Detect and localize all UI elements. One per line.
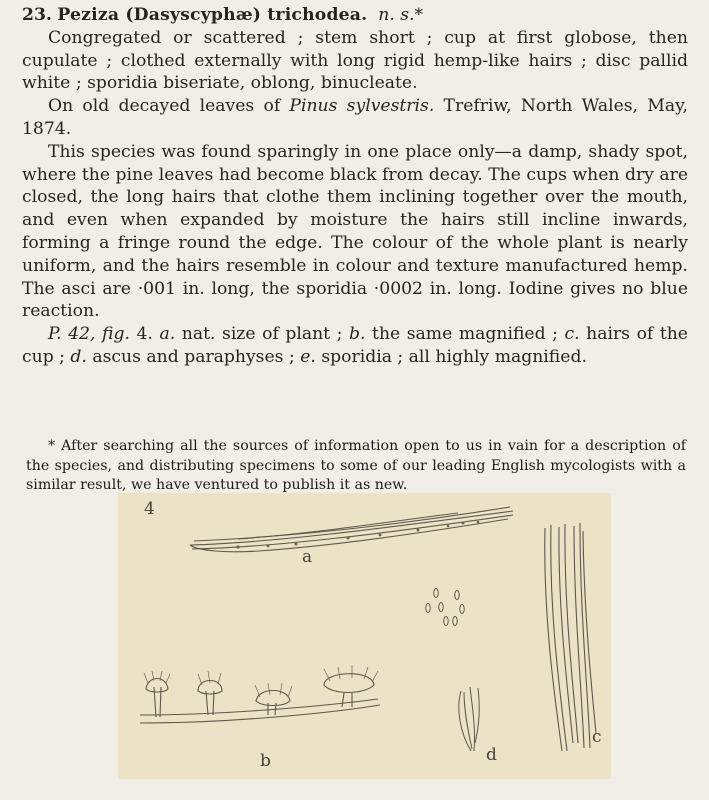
- habitat: [22, 95, 688, 141]
- species-notes: This species was found sparingly in one place only—a damp, shady spot, where the pine leaves had become black from decay. The cups when dry are closed, the long hairs that clothe them inclining together over the mouth, and even when expanded by moisture the hairs still incline inwards, forming a fringe round the edge. The colour of the whole plant is nearly uniform, and the hairs resemble in colour and texture manufactured hemp. The asci are ·001 in. long, the sporidia ·0002 in. long. Iodine gives no blue reaction.: [22, 141, 688, 322]
- figure-c-hairs: [545, 523, 596, 751]
- legend-key-e: e.: [300, 346, 316, 367]
- plate-fig: fig.: [102, 324, 130, 345]
- figure-a-drawing: [190, 507, 513, 552]
- species-description: Congregated or scattered ; stem short ; cup at first globose, then cupulate ; clothed externally with long rigid hemp-like hairs ; disc pallid white ; sporidia biseriate, oblong, binucleate.: [22, 27, 688, 94]
- figure-label-a: a: [302, 547, 313, 567]
- figure-number: 4: [144, 499, 155, 519]
- entry-number: 23.: [22, 5, 52, 25]
- figure-illustration: [118, 493, 611, 779]
- entry-heading: [22, 4, 688, 27]
- figure-label-c: c: [592, 727, 602, 747]
- figure-b-plants: [140, 674, 380, 723]
- figure-label-d: d: [486, 745, 497, 765]
- figure-e-sporidia: [426, 589, 464, 626]
- plate-legend: [22, 323, 688, 369]
- habitat-locality: Trefriw, North Wales, May, 1874.: [22, 96, 688, 139]
- legend-text-e: sporidia ; all highly magnified.: [321, 346, 587, 367]
- legend-text-d: ascus and paraphyses ;: [92, 346, 295, 367]
- plate-fig-number: 4.: [136, 324, 153, 345]
- figure-label-b: b: [260, 751, 271, 771]
- habitat-host: Pinus sylvestris.: [289, 96, 435, 117]
- footnote: * After searching all the sources of information open to us in vain for a description of the species, and distributing specimens to some of our leading English mycologists with a similar result, we have ventured to publish it as new.: [26, 438, 686, 493]
- legend-text-a: nat. size of plant ;: [181, 324, 343, 345]
- legend-text-c: hairs of the cup ;: [22, 324, 688, 367]
- plate-ref: P. 42,: [48, 324, 96, 345]
- species-entry: [22, 4, 688, 369]
- new-species-mark: n. s.*: [378, 5, 424, 25]
- legend-key-a: a.: [159, 324, 176, 345]
- figure-d-ascus: [459, 687, 479, 751]
- habitat-prefix: On old decayed leaves of: [48, 96, 281, 117]
- figure-plate: [118, 493, 611, 779]
- legend-key-b: b.: [349, 324, 366, 345]
- legend-key-c: c.: [564, 324, 580, 345]
- legend-text-b: the same magnified ;: [372, 324, 558, 345]
- species-title: Peziza (Dasyscyphæ) trichodea.: [57, 5, 368, 25]
- legend-key-d: d.: [70, 346, 87, 367]
